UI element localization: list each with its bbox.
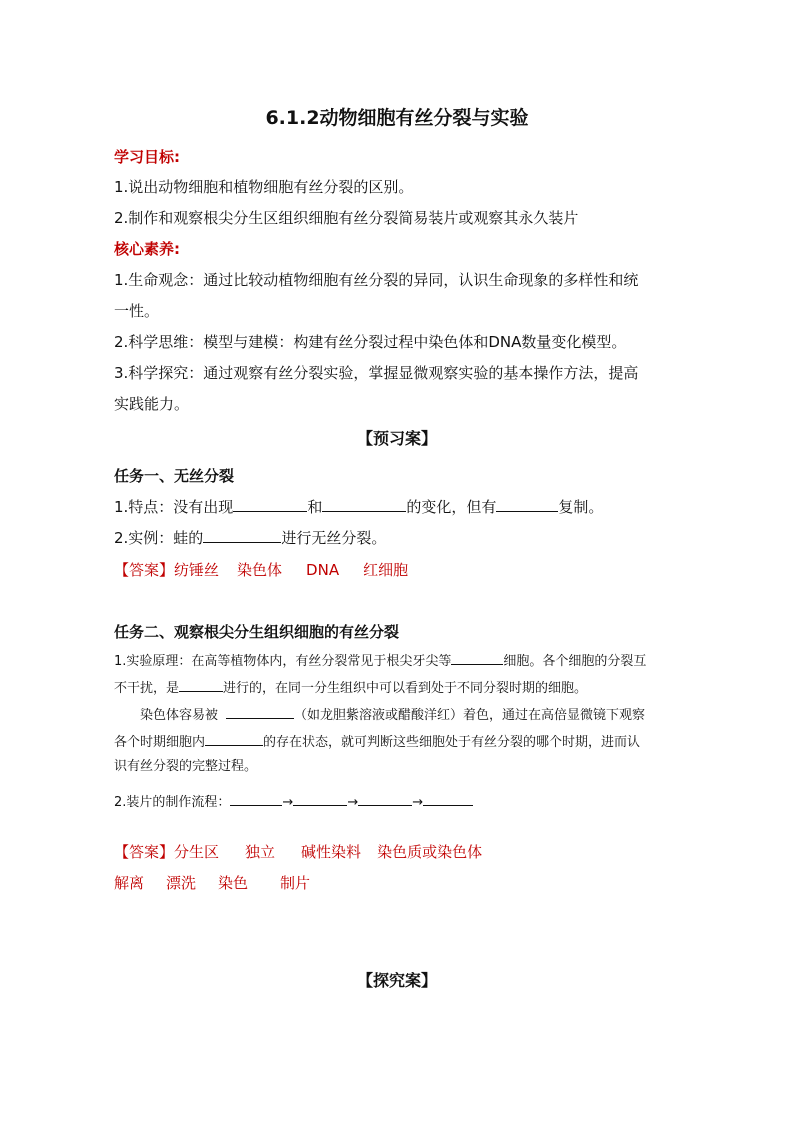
task2-paragraph-line-3 xyxy=(140,704,645,725)
task2-flow-line xyxy=(114,791,473,812)
answer-item: 染色 xyxy=(218,874,249,892)
answer-item: 制片 xyxy=(280,874,311,892)
literacy-item-3-line-2: 实践能力。 xyxy=(114,395,190,413)
fill-blank[interactable] xyxy=(179,677,223,692)
fill-blank[interactable] xyxy=(451,650,503,665)
task1-q1-text-b: 和 xyxy=(307,498,323,516)
explore-heading: 【探究案】 xyxy=(356,971,437,990)
task1-q2-text-a: 2.实例：蛙的 xyxy=(114,529,204,547)
answer-item: DNA xyxy=(306,561,340,579)
task1-answer-line xyxy=(114,560,408,580)
answer-item: 红细胞 xyxy=(363,561,409,579)
task2-text: （如龙胆紫溶液或醋酸洋红）着色，通过在高倍显微镜下观察 xyxy=(294,708,646,723)
answer-item: 纺锤丝 xyxy=(174,561,220,579)
task2-heading: 任务二、观察根尖分生组织细胞的有丝分裂 xyxy=(114,623,400,641)
task2-text: 的存在状态，就可判断这些细胞处于有丝分裂的哪个时期，进而认 xyxy=(263,735,641,750)
task2-text: 各个时期细胞内 xyxy=(114,735,206,750)
task2-answer-line-2 xyxy=(114,873,310,893)
answer-item: 解离 xyxy=(114,874,145,892)
task1-question-1 xyxy=(114,497,603,517)
literacy-item-1-line-2: 一性。 xyxy=(114,302,160,320)
literacy-item-2: 2.科学思维：模型与建模：构建有丝分裂过程中染色体和DNA数量变化模型。 xyxy=(114,333,627,351)
answer-item: 染色体 xyxy=(237,561,283,579)
answer-item: 独立 xyxy=(245,843,276,861)
task2-answer-line-1 xyxy=(114,842,482,862)
task1-q2-text-b: 进行无丝分裂。 xyxy=(281,529,387,547)
fill-blank[interactable] xyxy=(358,791,412,806)
literacy-item-3-line-1: 3.科学探究：通过观察有丝分裂实验，掌握显微观察实验的基本操作方法，提高 xyxy=(114,364,639,382)
task2-text: 细胞。各个细胞的分裂互 xyxy=(503,654,647,669)
task1-question-2 xyxy=(114,528,386,548)
answer-item: 漂洗 xyxy=(166,874,197,892)
fill-blank[interactable] xyxy=(205,731,263,746)
task2-text: 进行的，在同一分生组织中可以看到处于不同分裂时期的细胞。 xyxy=(223,681,588,696)
task2-paragraph-line-1 xyxy=(114,650,646,671)
answer-label: 【答案】 xyxy=(114,561,175,579)
answer-label: 【答案】 xyxy=(114,843,175,861)
literacy-item-1-line-1: 1.生命观念：通过比较动植物细胞有丝分裂的异同，认识生命现象的多样性和统 xyxy=(114,271,639,289)
task1-q1-text-c: 的变化，但有 xyxy=(406,498,497,516)
task1-heading: 任务一、无丝分裂 xyxy=(114,467,235,485)
fill-blank[interactable] xyxy=(293,791,347,806)
goal-item-2: 2.制作和观察根尖分生区组织细胞有丝分裂简易装片或观察其永久装片 xyxy=(114,209,579,227)
answer-item: 染色质或染色体 xyxy=(377,843,483,861)
answer-item: 分生区 xyxy=(174,843,220,861)
fill-blank[interactable] xyxy=(496,497,558,512)
task2-text: 不干扰，是 xyxy=(114,681,180,696)
task2-text: 染色体容易被 xyxy=(140,708,219,723)
task1-q1-text-d: 复制。 xyxy=(558,498,604,516)
fill-blank[interactable] xyxy=(322,497,406,512)
literacy-heading: 核心素养: xyxy=(114,240,180,258)
fill-blank[interactable] xyxy=(226,704,294,719)
arrow-icon: → xyxy=(412,795,424,810)
task2-paragraph-line-4 xyxy=(114,731,640,752)
fill-blank[interactable] xyxy=(203,528,281,543)
goals-heading: 学习目标: xyxy=(114,148,180,166)
page-title: 6.1.2动物细胞有丝分裂与实验 xyxy=(265,107,529,129)
flow-label: 2.装片的制作流程： xyxy=(114,795,231,810)
task1-q1-text-a: 1.特点：没有出现 xyxy=(114,498,234,516)
goal-item-1: 1.说出动物细胞和植物细胞有丝分裂的区别。 xyxy=(114,178,414,196)
task2-paragraph-line-2 xyxy=(114,677,587,698)
answer-item: 碱性染料 xyxy=(301,843,362,861)
task2-paragraph-line-5: 识有丝分裂的完整过程。 xyxy=(114,759,258,774)
fill-blank[interactable] xyxy=(230,791,282,806)
fill-blank[interactable] xyxy=(233,497,307,512)
fill-blank[interactable] xyxy=(423,791,473,806)
task2-text: 1.实验原理：在高等植物体内，有丝分裂常见于根尖牙尖等 xyxy=(114,654,452,669)
arrow-icon: → xyxy=(282,795,294,810)
arrow-icon: → xyxy=(347,795,359,810)
preview-heading: 【预习案】 xyxy=(356,429,437,448)
